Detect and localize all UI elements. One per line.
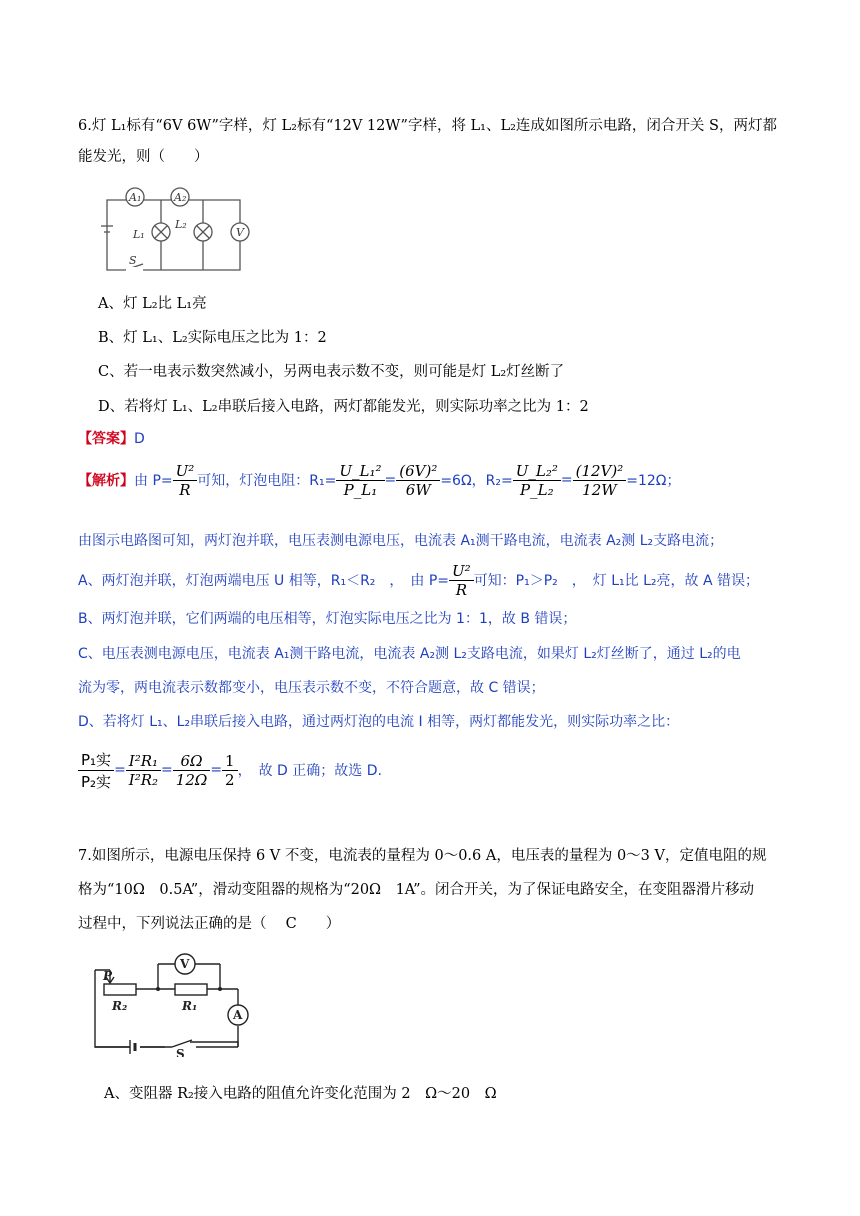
q7-stem-line3: 过程中，下列说法正确的是（ C ）	[78, 916, 341, 932]
r1-values: $\frac{\text{(6V)²}}{6W}$	[396, 462, 440, 499]
r2-values: $\frac{\text{(12V)²}}{12W}$	[573, 462, 627, 499]
q7-circuit-diagram	[90, 942, 260, 1057]
q6-answer	[78, 428, 145, 448]
q6-analysis-line4: C、电压表测电源电压，电流表 A₁测干路电流，电流表 A₂测 L₂支路电流，如果灯 L₂灯丝断了，通过 L₂的电	[78, 646, 741, 662]
q6-analysis-line6: D、若将灯 L₁、L₂串联后接入电路，通过两灯泡的电流 I 相等，两灯都能发光，则实际功率之比：	[78, 714, 680, 730]
q6-analysis-line2: A、两灯泡并联，灯泡两端电压 U 相等，R₁＜R₂ ， 由 P= $\frac{\text{U²}}{R}$ 可知：P₁＞P₂ ， 灯 L₁比 L₂亮，故 A 错误；	[78, 561, 759, 599]
r2-result: =12Ω；	[626, 473, 681, 489]
q7-stem-line2: 格为“10Ω 0.5A”，滑动变阻器的规格为“20Ω 1A”。闭合开关，为了保证电路安全，在变阻器滑片移动	[78, 882, 755, 898]
r1-formula: $\frac{\text{U\_L₁²}}{\text{P\_L₁}}$	[336, 462, 384, 499]
q6-analysis-formula-line: 【解析】 由 P= $\frac{\text{U²}}{R}$ 可知，灯泡电阻：R₁= $\frac{\text{U\_L₁²}}{\text{P\_L₁}}$ = $\frac{\text{(6V)²}}{6W}$ =6Ω，R₂= $\frac{\text{U\_L₂²}}{\text{P\_L₂}}$ = $\frac{\text{(12V)²}}{12W}$ =12Ω；	[78, 461, 681, 499]
r2-formula: $\frac{\text{U\_L₂²}}{\text{P\_L₂}}$	[513, 462, 561, 499]
q6-option-b: B、灯 L₁、L₂实际电压之比为 1：2	[98, 330, 327, 346]
q6-analysis-line3: B、两灯泡并联，它们两端的电压相等，灯泡实际电压之比为 1：1，故 B 错误；	[78, 611, 577, 627]
q6-analysis-line1: 由图示电路图可知，两灯泡并联，电压表测电源电压，电流表 A₁测干路电流，电流表 A₂测 L₂支路电流；	[78, 533, 724, 549]
q6-fig-v: V	[236, 226, 244, 239]
q7-fig-r1: R₁	[182, 999, 198, 1013]
q6-fig-a2: A₂	[174, 191, 187, 204]
q7-fig-v: V	[180, 957, 190, 971]
result-ratio: $\frac{1}{2}$	[222, 752, 238, 789]
answer-label: 【答案】	[78, 431, 134, 447]
r1-result: =6Ω，R₂=	[440, 473, 513, 489]
q6-option-d: D、若将灯 L₁、L₂串联后接入电路，两灯都能发光，则实际功率之比为 1：2	[98, 399, 589, 415]
analysis-label: 【解析】	[78, 473, 134, 489]
q7-fig-s: S	[176, 1047, 185, 1057]
q7-fig-a: A	[233, 1008, 243, 1022]
q6-option-c: C、若一电表示数突然减小，另两电表示数不变，则可能是灯 L₂灯丝断了	[98, 364, 565, 380]
q6-stem-line2: 能发光，则（ ）	[78, 149, 209, 165]
q7-stem-line1: 7.如图所示，电源电压保持 6 V 不变，电流表的量程为 0～0.6 A，电压表的量程为 0～3 V，定值电阻的规	[78, 848, 767, 864]
q7-fig-r2: R₂	[112, 999, 128, 1013]
analysis-mid: 可知，灯泡电阻：R₁=	[197, 473, 337, 489]
analysis-intro: 由 P=	[134, 473, 173, 489]
q6-analysis-line5: 流为零，两电流表示数都变小，电压表示数不变，不符合题意，故 C 错误；	[78, 680, 545, 696]
power-formula-2: $\frac{\text{U²}}{R}$	[449, 562, 474, 599]
q7-fig-p: P	[103, 969, 113, 983]
q6-analysis-line7: $\frac{\text{P₁实}}{\text{P₂实}}$ = $\frac{\text{I²R₁}}{\text{I²R₂}}$ = $\frac{6\Omega}{12\Omega}$ = $\frac{1}{2}$ ， 故 D 正确；故选 D.	[78, 742, 382, 798]
q6-stem-line1: 6.灯 L₁标有“6V 6W”字样，灯 L₂标有“12V 12W”字样，将 L₁、L₂连成如图所示电路，闭合开关 S，两灯都	[78, 118, 777, 134]
answer-value: D	[134, 431, 145, 447]
q6-fig-a1: A₁	[129, 191, 142, 204]
q6-circuit-diagram	[95, 180, 265, 275]
q6-fig-l1: L₁	[133, 228, 145, 241]
power-formula: $\frac{\text{U²}}{R}$	[173, 462, 198, 499]
q6-fig-s: S	[129, 254, 137, 267]
power-ratio: $\frac{\text{P₁实}}{\text{P₂实}}$	[78, 749, 114, 792]
q7-option-a: A、变阻器 R₂接入电路的阻值允许变化范围为 2 Ω～20 Ω	[104, 1086, 497, 1102]
q6-fig-l2: L₂	[175, 218, 187, 231]
q6-option-a: A、灯 L₂比 L₁亮	[98, 296, 207, 312]
ohm-ratio: $\frac{6\Omega}{12\Omega}$	[173, 752, 211, 789]
i2r-ratio: $\frac{\text{I²R₁}}{\text{I²R₂}}$	[126, 752, 161, 789]
